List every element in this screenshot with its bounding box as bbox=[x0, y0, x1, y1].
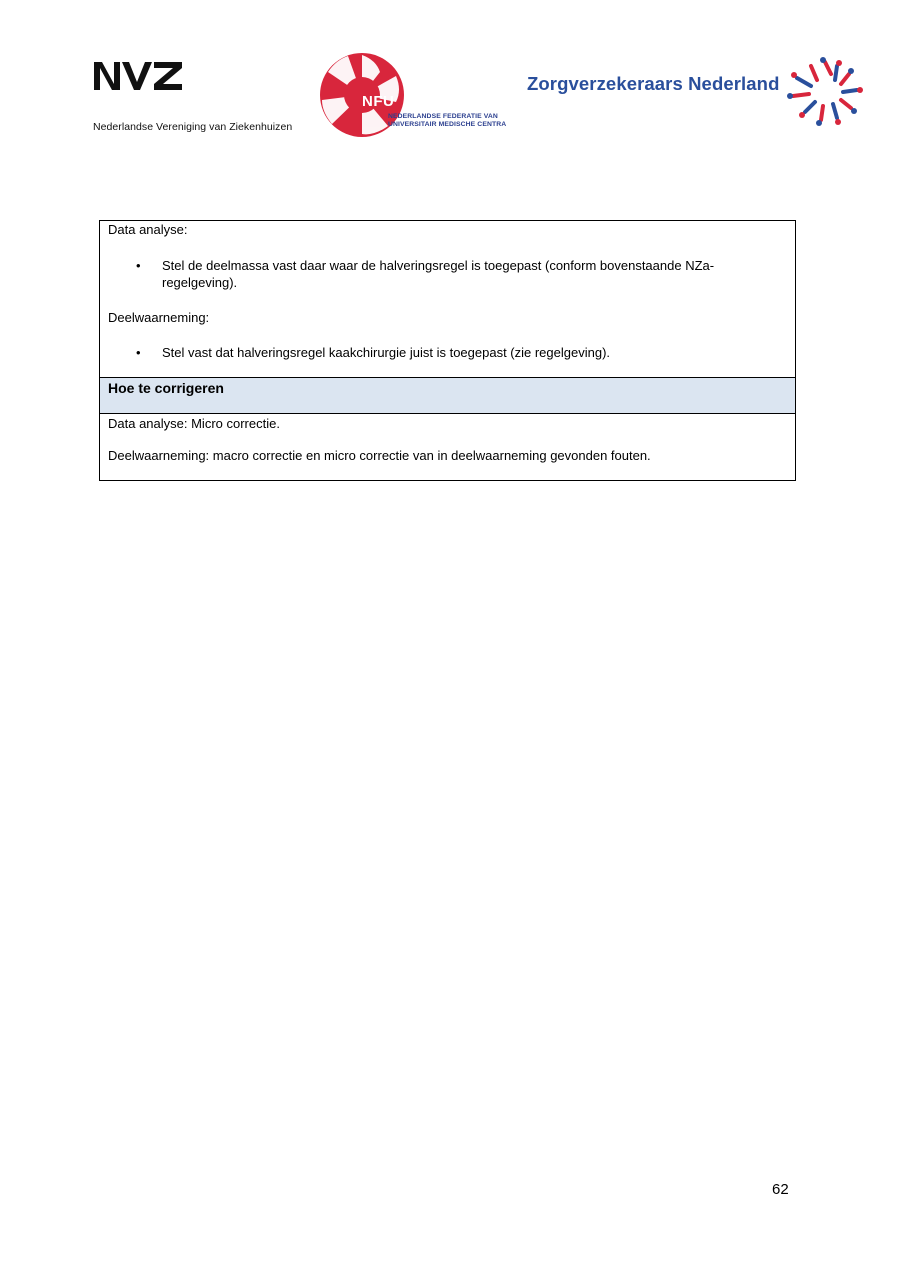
correction-table bbox=[99, 220, 796, 481]
zn-wordmark: Zorgverzekeraars Nederland bbox=[527, 73, 780, 94]
correction-cell bbox=[100, 414, 795, 480]
bullet-icon: • bbox=[136, 258, 141, 273]
nvz-wordmark-icon bbox=[92, 58, 184, 94]
nfu-wordmark: NFU bbox=[362, 93, 395, 110]
data-analyse-correction: Data analyse: Micro correctie. bbox=[108, 416, 280, 431]
page-number: 62 bbox=[772, 1181, 789, 1198]
nfu-subtitle-line2: UNIVERSITAIR MEDISCHE CENTRA bbox=[388, 121, 507, 128]
bullet-icon: • bbox=[136, 345, 141, 360]
deelwaarneming-correction: Deelwaarneming: macro correctie en micro correctie van in deelwaarneming gevonden fouten. bbox=[108, 448, 651, 463]
bullet-text-halveringsregel: Stel vast dat halveringsregel kaakchirurgie juist is toegepast (zie regelgeving). bbox=[162, 345, 611, 360]
deelwaarneming-heading: Deelwaarneming: bbox=[108, 310, 210, 325]
zn-figures-icon bbox=[785, 56, 865, 126]
nvz-caption: Nederlandse Vereniging van Ziekenhuizen bbox=[93, 121, 293, 133]
nfu-logo bbox=[318, 50, 518, 140]
analysis-cell bbox=[100, 221, 795, 377]
bullet-text-deelmassa: Stel de deelmassa vast daar waar de halveringsregel is toegepast (conform bovenstaande NZa-regelgeving). bbox=[162, 258, 715, 290]
nfu-subtitle-line1: NEDERLANDSE FEDERATIE VAN bbox=[388, 113, 498, 120]
section-title: Hoe te corrigeren bbox=[100, 377, 795, 414]
nvz-logo bbox=[92, 58, 312, 138]
zn-logo bbox=[527, 56, 867, 126]
data-analyse-heading: Data analyse: bbox=[108, 222, 188, 237]
